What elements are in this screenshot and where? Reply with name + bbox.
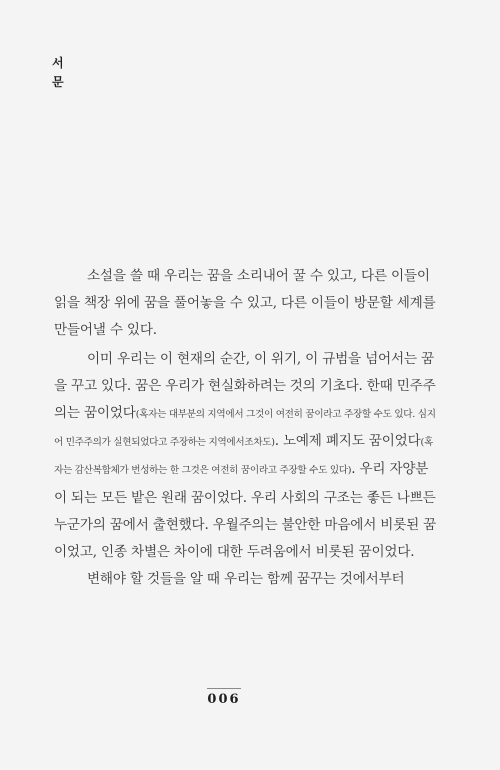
body-text bbox=[54, 263, 440, 593]
paragraph-2-aside-2: (혹자는 감산복합체가 번성하는 한 그것은 여전히 꿈이라고 주장할 수도 있다) bbox=[54, 437, 433, 477]
paragraph-2-text-c: . 우리 자양분이 되는 모든 밭은 원래 꿈이었다. 우리 사회의 구조는 좋든 나쁘든 누군가의 꿈에서 출현했다. 우월주의는 불안한 마음에서 비롯된 꿈이었고, 인종 차별은 차이에 대한 두려움에서 비롯된 꿈이었다. bbox=[54, 461, 437, 561]
page-number-rule bbox=[207, 688, 241, 689]
paragraph-1: 소설을 쓸 때 우리는 꿈을 소리내어 꿀 수 있고, 다른 이들이 읽을 책장 위에 꿈을 풀어놓을 수 있고, 다른 이들이 방문할 세계를 만들어낼 수 있다. bbox=[54, 268, 436, 339]
paragraph-2-text-a: 이미 우리는 이 현재의 순간, 이 위기, 이 규범을 넘어서는 꿈을 꾸고 있다. 꿈은 우리가 현실화하려는 것의 기초다. 한때 민주주의는 꿈이었다 bbox=[54, 350, 436, 422]
paragraph-2 bbox=[54, 346, 440, 567]
page-number: 006 bbox=[207, 692, 241, 707]
section-title-line-1: 서 bbox=[52, 56, 64, 70]
section-title bbox=[52, 54, 64, 92]
paragraph-2-aside-1: (혹자는 대부분의 지역에서 그것이 여전히 꿈이라고 주장할 수도 있다. 심지어 민주주의가 실현되었다고 주장하는 지역에서조차도) bbox=[54, 409, 436, 449]
paragraph-2-text-b: . 노예제 폐지도 꿈이었다 bbox=[274, 433, 421, 450]
section-title-line-2: 문 bbox=[52, 75, 64, 89]
paragraph-3: 변해야 할 것들을 알 때 우리는 함께 꿈꾸는 것에서부터 bbox=[87, 571, 405, 588]
